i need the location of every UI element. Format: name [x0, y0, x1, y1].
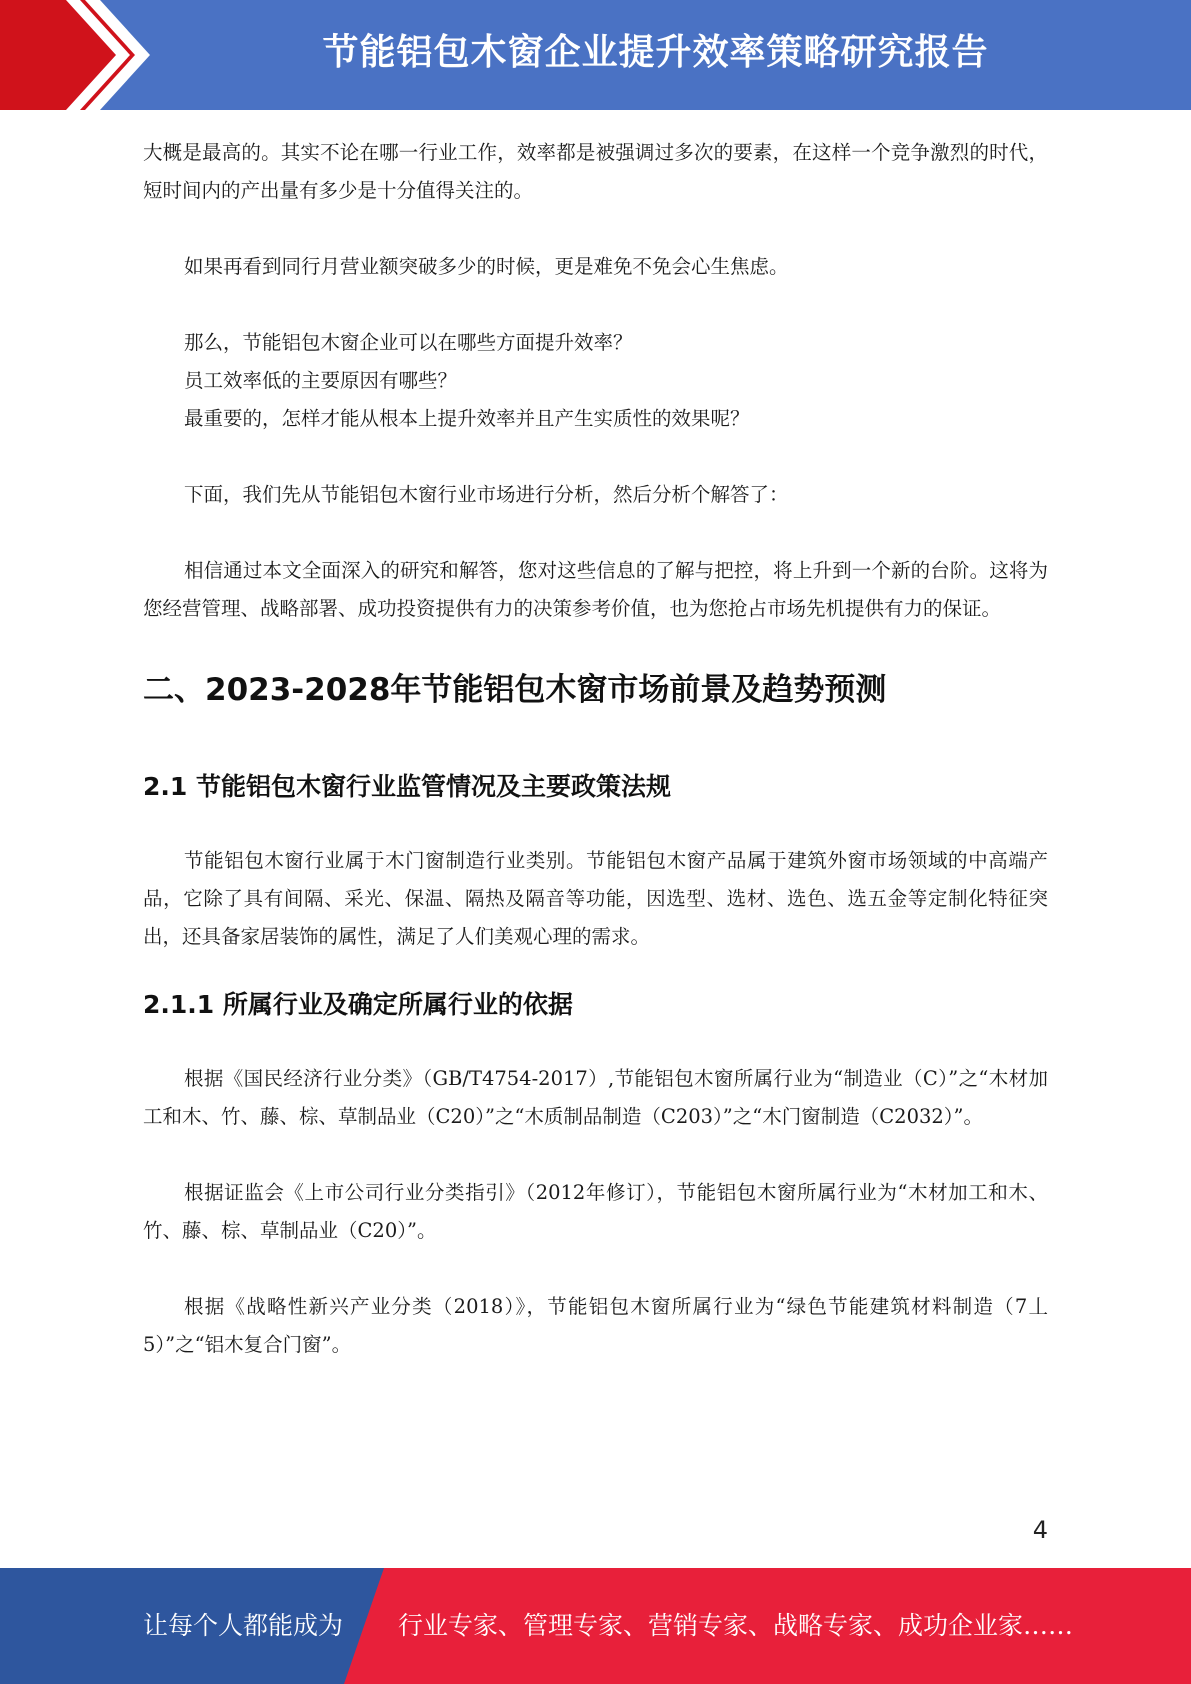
question-item: 最重要的，怎样才能从根本上提升效率并且产生实质性的效果呢？	[184, 407, 750, 430]
question-list	[143, 324, 1048, 438]
paragraph: 根据《战略性新兴产业分类（2018）》，节能铝包木窗所属行业为“绿色节能建筑材料制造（7丄5）”之“铝木复合门窗”。	[143, 1295, 1048, 1356]
page-content	[143, 134, 1048, 1364]
page-header	[0, 0, 1191, 110]
page-footer	[0, 1568, 1191, 1684]
paragraph: 节能铝包木窗行业属于木门窗制造行业类别。节能铝包木窗产品属于建筑外窗市场领域的中高端产品，它除了具有间隔、采光、保温、隔热及隔音等功能，因选型、选材、选色、选五金等定制化特征突出，还具备家居装饰的属性，满足了人们美观心理的需求。	[143, 849, 1048, 948]
paragraph: 大概是最高的。其实不论在哪一行业工作，效率都是被强调过多次的要素，在这样一个竞争激烈的时代，短时间内的产出量有多少是十分值得关注的。	[143, 141, 1048, 202]
paragraph: 相信通过本文全面深入的研究和解答，您对这些信息的了解与把控，将上升到一个新的台阶。这将为您经营管理、战略部署、成功投资提供有力的决策参考价值，也为您抢占市场先机提供有力的保证。	[143, 559, 1048, 620]
header-chevron-decoration	[0, 0, 160, 110]
subsection-heading: 2.1 节能铝包木窗行业监管情况及主要政策法规	[143, 772, 671, 801]
question-item: 那么，节能铝包木窗企业可以在哪些方面提升效率？	[184, 331, 633, 354]
question-item: 员工效率低的主要原因有哪些？	[184, 369, 458, 392]
paragraph: 如果再看到同行月营业额突破多少的时候，更是难免不免会心生焦虑。	[184, 255, 789, 278]
subsubsection-heading: 2.1.1 所属行业及确定所属行业的依据	[143, 990, 573, 1019]
page-number: 4	[1032, 1516, 1048, 1544]
paragraph: 根据《国民经济行业分类》（GB/T4754-2017）,节能铝包木窗所属行业为“制造业（C）”之“木材加工和木、竹、藤、棕、草制品业（C20）”之“木质制品制造（C203）”之“木门窗制造（C2032）”。	[143, 1067, 1048, 1128]
paragraph: 下面，我们先从节能铝包木窗行业市场进行分析，然后分析个解答了：	[184, 483, 789, 506]
section-heading: 二、2023-2028年节能铝包木窗市场前景及趋势预测	[143, 672, 887, 708]
footer-slogan-right: 行业专家、管理专家、营销专家、战略专家、成功企业家……	[398, 1611, 1074, 1640]
report-title: 节能铝包木窗企业提升效率策略研究报告	[322, 32, 989, 73]
footer-slogan-left: 让每个人都能成为	[143, 1611, 344, 1640]
paragraph: 根据证监会《上市公司行业分类指引》（2012年修订），节能铝包木窗所属行业为“木材加工和木、竹、藤、棕、草制品业（C20）”。	[143, 1181, 1048, 1242]
